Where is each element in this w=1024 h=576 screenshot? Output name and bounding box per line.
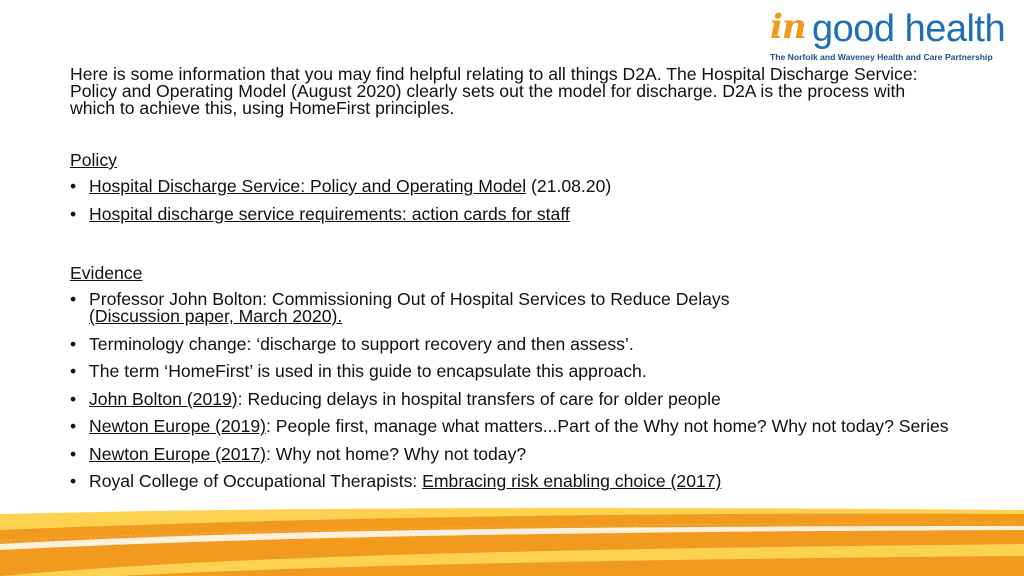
embracing-risk-link[interactable]: Embracing risk enabling choice (2017) [422, 471, 722, 491]
evidence-item-text: Terminology change: ‘discharge to support recovery and then assess’. [89, 333, 634, 354]
evidence-item [70, 333, 950, 354]
evidence-list [70, 291, 950, 490]
evidence-item [70, 473, 950, 490]
evidence-item [70, 291, 950, 325]
in-good-health-logo [768, 8, 1016, 66]
policy-list [70, 178, 950, 223]
john-bolton-2019-link[interactable]: John Bolton (2019) [89, 388, 238, 409]
action-cards-link[interactable]: Hospital discharge service requirements: action cards for staff [89, 203, 570, 224]
evidence-item-text: The term ‘HomeFirst’ is used in this guide to encapsulate this approach. [89, 361, 647, 381]
evidence-item [70, 388, 950, 409]
policy-item [70, 203, 950, 224]
logo-mark: in [770, 7, 806, 47]
evidence-item [70, 418, 950, 435]
evidence-item-text: : People first, manage what matters...Part of the Why not home? Why not today? Series [266, 416, 949, 436]
logo-tagline: The Norfolk and Waveney Health and Care Partnership [770, 52, 993, 62]
slide-content [70, 66, 950, 501]
discussion-paper-link[interactable]: (Discussion paper, March 2020). [89, 306, 343, 326]
policy-item-date: (21.08.20) [526, 176, 612, 196]
logo-wordmark: good health [812, 8, 1006, 50]
policy-section [70, 117, 950, 223]
evidence-section [70, 233, 950, 490]
evidence-heading: Evidence [70, 263, 143, 283]
policy-heading: Policy [70, 150, 117, 170]
newton-europe-2017-link[interactable]: Newton Europe (2017) [89, 443, 267, 464]
evidence-item-text: Royal College of Occupational Therapists: [89, 471, 423, 491]
newton-europe-2019-link[interactable]: Newton Europe (2019) [89, 416, 267, 436]
evidence-item-text: : Why not home? Why not today? [266, 443, 527, 464]
evidence-item-text: : Reducing delays in hospital transfers of care for older people [237, 388, 721, 409]
policy-operating-model-link[interactable]: Hospital Discharge Service: Policy and Operating Model [89, 176, 527, 196]
evidence-item [70, 363, 950, 380]
intro-paragraph: Here is some information that you may find helpful relating to all things D2A. The Hospital Discharge Service: Policy and Operating Model (August 2020) clearly sets out the model for discharge. D2A is the process with which to achieve this, using HomeFirst principles. [70, 64, 918, 118]
evidence-item [70, 443, 950, 464]
bottom-wave-decoration [0, 500, 1024, 576]
evidence-item-text: Professor John Bolton: Commissioning Out of Hospital Services to Reduce Delays [89, 289, 730, 309]
policy-item [70, 178, 950, 195]
